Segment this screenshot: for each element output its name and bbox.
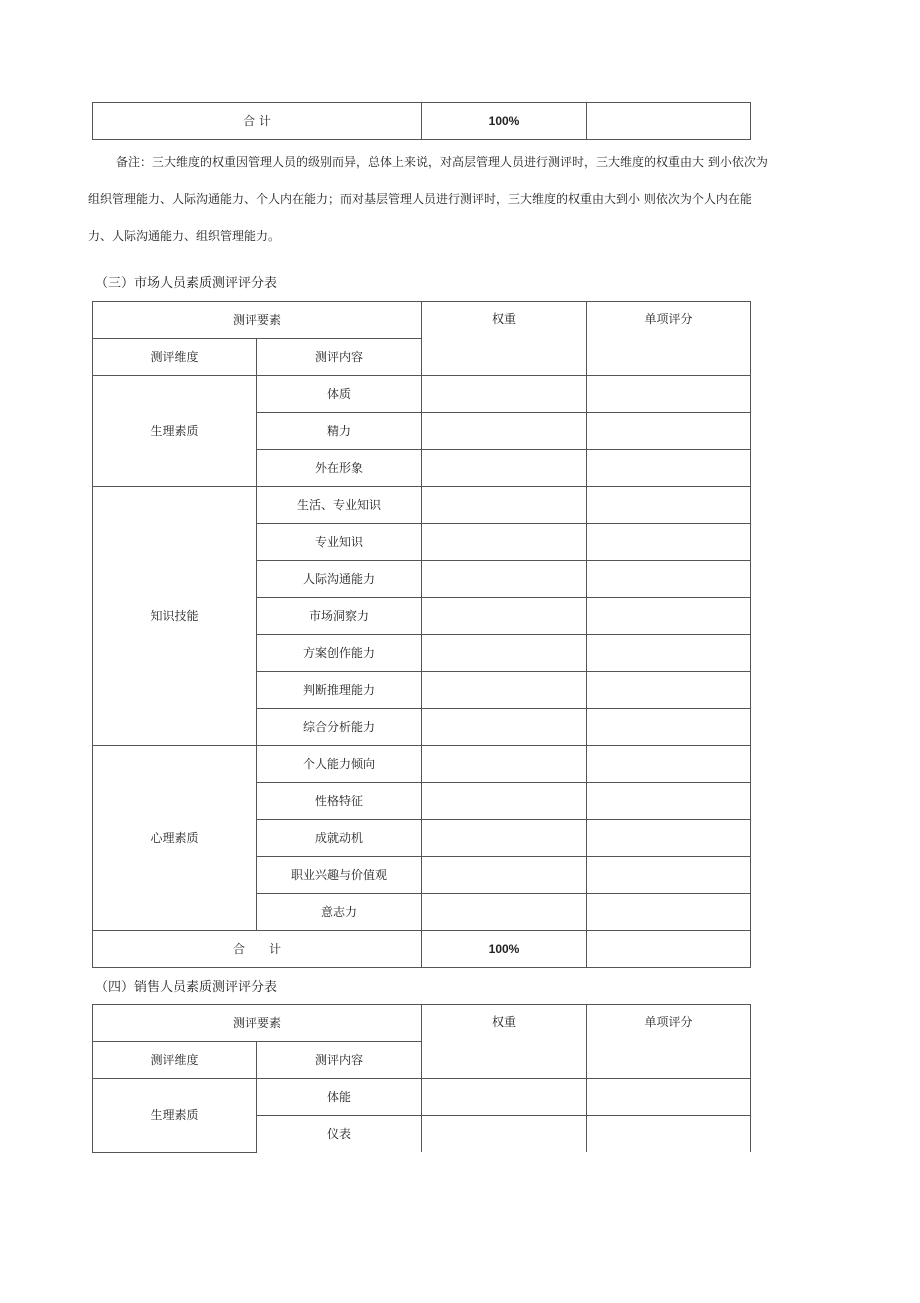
dimension-cell: 心理素质 — [93, 746, 257, 931]
table-row — [93, 746, 751, 783]
weight-cell — [422, 524, 587, 561]
total-label: 合 计 — [93, 103, 422, 140]
content-cell: 专业知识 — [257, 524, 422, 561]
score-cell — [587, 524, 751, 561]
market-staff-score-table — [92, 301, 751, 968]
content-cell: 体质 — [257, 376, 422, 413]
table-row — [93, 103, 751, 140]
content-cell: 个人能力倾向 — [257, 746, 422, 783]
content-cell: 精力 — [257, 413, 422, 450]
weight-cell — [422, 857, 587, 894]
weight-cell — [422, 820, 587, 857]
weight-cell — [422, 561, 587, 598]
content-cell: 性格特征 — [257, 783, 422, 820]
table-total-row — [93, 931, 751, 968]
weight-cell — [422, 746, 587, 783]
score-cell — [587, 672, 751, 709]
note-paragraph: 备注：三大维度的权重因管理人员的级别而异，总体上来说，对高层管理人员进行测评时，三大维度的权重由大 到小依次为组织管理能力、人际沟通能力、个人内在能力；而对基层管理人员进行测评时，三大维度的权重由大到小 则依次为个人内在能力、人际沟通能力、组织管理能力。 — [88, 155, 768, 243]
score-cell — [587, 820, 751, 857]
dimension-cell: 生理素质 — [93, 376, 257, 487]
score-cell — [587, 561, 751, 598]
section-3-heading: （三）市场人员素质测评评分表 — [95, 276, 278, 291]
content-cell: 成就动机 — [257, 820, 422, 857]
content-cell: 职业兴趣与价值观 — [257, 857, 422, 894]
content-cell: 判断推理能力 — [257, 672, 422, 709]
weight-cell — [422, 487, 587, 524]
score-cell — [587, 1079, 751, 1116]
header-score: 单项评分 — [587, 302, 751, 376]
header-score: 单项评分 — [587, 1005, 751, 1079]
score-cell — [587, 783, 751, 820]
table-row — [93, 487, 751, 524]
header-content: 测评内容 — [257, 1042, 422, 1079]
weight-cell — [422, 783, 587, 820]
content-cell: 体能 — [257, 1079, 422, 1116]
weight-cell — [422, 376, 587, 413]
weight-cell — [422, 635, 587, 672]
total-weight: 100% — [422, 931, 587, 968]
table-header-row — [93, 1005, 751, 1042]
dimension-cell: 生理素质 — [93, 1079, 257, 1153]
table-header-row — [93, 302, 751, 339]
weight-cell — [422, 709, 587, 746]
score-cell — [587, 894, 751, 931]
header-elements: 测评要素 — [93, 1005, 422, 1042]
weight-cell — [422, 1079, 587, 1116]
weight-cell — [422, 598, 587, 635]
content-cell: 人际沟通能力 — [257, 561, 422, 598]
score-cell — [587, 857, 751, 894]
table-row — [93, 376, 751, 413]
weight-cell — [422, 413, 587, 450]
weight-cell — [422, 894, 587, 931]
content-cell: 外在形象 — [257, 450, 422, 487]
content-cell: 生活、专业知识 — [257, 487, 422, 524]
header-weight: 权重 — [422, 1005, 587, 1079]
score-cell — [587, 450, 751, 487]
header-weight: 权重 — [422, 302, 587, 376]
score-cell — [587, 376, 751, 413]
content-cell: 方案创作能力 — [257, 635, 422, 672]
total-weight: 100% — [422, 103, 587, 140]
content-cell: 仪表 — [257, 1116, 422, 1153]
table-row — [93, 1079, 751, 1116]
header-dimension: 测评维度 — [93, 339, 257, 376]
header-elements: 测评要素 — [93, 302, 422, 339]
total-label: 合 计 — [93, 931, 422, 968]
sales-staff-score-table — [92, 1004, 751, 1153]
content-cell: 综合分析能力 — [257, 709, 422, 746]
weight-cell — [422, 672, 587, 709]
content-cell: 意志力 — [257, 894, 422, 931]
weight-cell — [422, 450, 587, 487]
score-cell — [587, 1116, 751, 1153]
total-score-cell — [587, 103, 751, 140]
score-cell — [587, 746, 751, 783]
section-4-heading: （四）销售人员素质测评评分表 — [95, 980, 278, 995]
total-score-cell — [587, 931, 751, 968]
score-cell — [587, 413, 751, 450]
dimension-cell: 知识技能 — [93, 487, 257, 746]
summary-table-top — [92, 102, 751, 140]
header-content: 测评内容 — [257, 339, 422, 376]
weight-cell — [422, 1116, 587, 1153]
header-dimension: 测评维度 — [93, 1042, 257, 1079]
content-cell: 市场洞察力 — [257, 598, 422, 635]
score-cell — [587, 635, 751, 672]
score-cell — [587, 598, 751, 635]
score-cell — [587, 709, 751, 746]
score-cell — [587, 487, 751, 524]
